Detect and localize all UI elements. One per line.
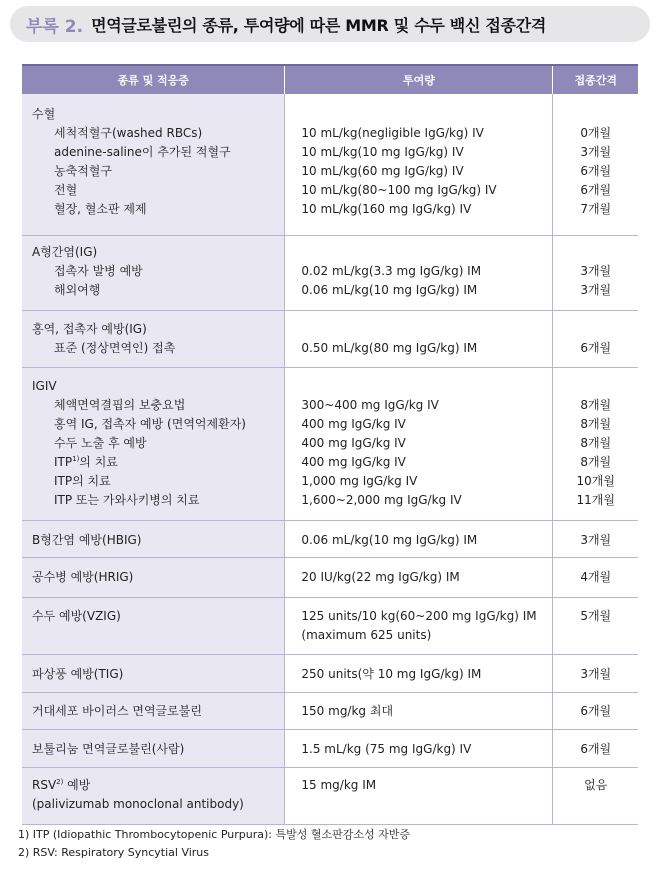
interval-cell (553, 654, 638, 692)
interval-cell (553, 692, 638, 729)
footnote-2: 2) RSV: Respiratory Syncytial Virus (18, 846, 210, 859)
sub-category: 수두 노출 후 예방 (54, 435, 147, 450)
table-row-hepatitis-a (22, 235, 638, 310)
appendix-title-bar (10, 6, 650, 42)
interval-cell (553, 557, 638, 597)
interval-value: 8개월 (580, 454, 612, 469)
table-header-row (22, 65, 638, 94)
dose-cell (285, 310, 553, 367)
table-row-cmv (22, 692, 638, 729)
sub-category (32, 453, 276, 472)
itp-label-suffix: 의 치료 (79, 454, 118, 469)
sub-category: 전혈 (54, 183, 78, 197)
dose-value: 0.06 mL/kg(10 mg IgG/kg) IM (301, 532, 478, 547)
dose-value: 0.06 mL/kg(10 mg IgG/kg) IM (301, 282, 478, 297)
dose-value: 1,600~2,000 mg IgG/kg IV (301, 492, 462, 507)
category-cell (22, 729, 285, 767)
rsv-label: RSV (32, 777, 57, 792)
category-label: 공수병 예방(HRIG) (32, 569, 134, 584)
dose-value: 250 units(약 10 mg IgG/kg) IM (301, 666, 482, 681)
category-cell (22, 310, 285, 367)
interval-value: 0개월 (580, 126, 612, 140)
table-row-rsv (22, 767, 638, 824)
interval-value: 없음 (584, 777, 608, 792)
appendix-number: 부록 2. (26, 16, 84, 37)
dose-value: 10 mL/kg(negligible IgG/kg) IV (301, 126, 484, 140)
column-header-category: 종류 및 적응증 (22, 65, 285, 94)
footnote-ref-1: 1) (72, 454, 80, 463)
category-label: 수두 예방(VZIG) (32, 608, 121, 623)
interval-value: 8개월 (580, 397, 612, 412)
footnote-1: 1) ITP (Idiopathic Thrombocytopenic Purpura): 특발성 혈소판감소성 자반증 (18, 828, 410, 841)
interval-value: 3개월 (580, 666, 612, 681)
interval-value: 5개월 (580, 608, 612, 623)
dose-value: 400 mg IgG/kg IV (301, 454, 406, 469)
dose-value: 400 mg IgG/kg IV (301, 435, 406, 450)
category-label: 보툴리눔 면역글로불린(사람) (32, 741, 185, 756)
category-cell (22, 767, 285, 824)
interval-value: 3개월 (580, 263, 612, 278)
interval-value: 6개월 (580, 164, 612, 178)
group-header: 홍역, 접촉자 예방(IG) (32, 321, 147, 336)
sub-category: 농축적혈구 (54, 164, 112, 178)
dose-value: 1.5 mL/kg (75 mg IgG/kg) IV (301, 741, 472, 756)
interval-value: 10개월 (576, 473, 615, 488)
interval-value: 7개월 (580, 202, 612, 216)
category-cell (22, 692, 285, 729)
sub-category: 체액면역결핍의 보충요법 (54, 397, 186, 412)
category-label: B형간염 예방(HBIG) (32, 532, 142, 547)
interval-value: 8개월 (580, 416, 612, 431)
dose-value: 10 mL/kg(10 mg IgG/kg) IV (301, 145, 464, 159)
dose-cell (285, 367, 553, 520)
table-row-botulinum (22, 729, 638, 767)
appendix-title: 면역글로불린의 종류, 투여량에 따른 MMR 및 수두 백신 접종간격 (91, 15, 547, 35)
dose-value: 150 mg/kg 최대 (301, 703, 394, 718)
dose-value: 20 IU/kg(22 mg IgG/kg) IM (301, 569, 460, 584)
table-row-measles (22, 310, 638, 367)
interval-value: 6개월 (580, 703, 612, 718)
interval-cell (553, 235, 638, 310)
category-label (32, 776, 276, 795)
interval-cell (553, 597, 638, 654)
category-cell (22, 557, 285, 597)
rsv-label-suffix: 예방 (63, 777, 91, 792)
interval-cell (553, 520, 638, 557)
dose-value: 400 mg IgG/kg IV (301, 416, 406, 431)
table-row-vzig (22, 597, 638, 654)
interval-value: 3개월 (580, 282, 612, 297)
dose-cell (285, 557, 553, 597)
sub-category: ITP의 치료 (54, 473, 111, 488)
interval-value: 6개월 (580, 183, 612, 197)
interval-value: 6개월 (580, 741, 612, 756)
column-header-dose: 투여량 (285, 65, 553, 94)
dose-value: 1,000 mg IgG/kg IV (301, 473, 418, 488)
category-cell (22, 520, 285, 557)
dose-cell (285, 654, 553, 692)
interval-value: 3개월 (580, 145, 612, 159)
category-cell (22, 94, 285, 235)
table-row-hbig (22, 520, 638, 557)
dose-cell (285, 235, 553, 310)
sub-category: adenine-saline이 추가된 적혈구 (54, 145, 231, 159)
dose-value-note: (maximum 625 units) (301, 627, 432, 642)
category-cell (22, 597, 285, 654)
interval-cell (553, 367, 638, 520)
dose-value: 0.50 mL/kg(80 mg IgG/kg) IM (301, 340, 478, 355)
interval-value: 3개월 (580, 532, 612, 547)
interval-cell (553, 767, 638, 824)
dose-value: 125 units/10 kg(60~200 mg IgG/kg) IM (301, 608, 537, 623)
sub-category: 접촉자 발병 예방 (54, 263, 143, 278)
dose-value: 10 mL/kg(160 mg IgG/kg) IV (301, 202, 472, 216)
interval-cell (553, 94, 638, 235)
sub-category: ITP 또는 가와사키병의 치료 (54, 492, 200, 507)
immunoglobulin-interval-table (22, 64, 638, 825)
table-row-igiv (22, 367, 638, 520)
group-header: A형간염(IG) (32, 244, 98, 259)
dose-cell (285, 729, 553, 767)
dose-value: 10 mL/kg(80~100 mg IgG/kg) IV (301, 183, 497, 197)
dose-value: 10 mL/kg(60 mg IgG/kg) IV (301, 164, 464, 178)
footnote-ref-2: 2) (56, 777, 64, 786)
category-cell (22, 654, 285, 692)
interval-value: 4개월 (580, 569, 612, 584)
category-label: 거대세포 바이러스 면역글로불린 (32, 703, 202, 718)
category-cell (22, 367, 285, 520)
dose-value: 0.02 mL/kg(3.3 mg IgG/kg) IM (301, 263, 482, 278)
interval-cell (553, 729, 638, 767)
interval-cell (553, 310, 638, 367)
column-header-interval: 접종간격 (553, 65, 638, 94)
group-header: 수혈 (32, 107, 56, 121)
category-label: 파상풍 예방(TIG) (32, 666, 124, 681)
dose-cell (285, 767, 553, 824)
dose-cell (285, 520, 553, 557)
interval-value: 6개월 (580, 340, 612, 355)
dose-value: 15 mg/kg IM (301, 777, 377, 792)
sub-category: 세척적혈구(washed RBCs) (54, 126, 203, 140)
sub-category: 홍역 IG, 접촉자 예방 (면역억제환자) (54, 416, 246, 431)
category-label-note: (palivizumab monoclonal antibody) (32, 796, 244, 811)
table-row-blood-transfusion (22, 94, 638, 235)
table-row-tig (22, 654, 638, 692)
sub-category: 혈장, 혈소판 제제 (54, 202, 147, 216)
itp-label: ITP (54, 454, 73, 469)
category-cell (22, 235, 285, 310)
table-row-hrig (22, 557, 638, 597)
sub-category: 해외여행 (54, 282, 101, 297)
interval-value: 8개월 (580, 435, 612, 450)
dose-cell (285, 94, 553, 235)
sub-category: 표준 (정상면역인) 접촉 (54, 340, 176, 355)
interval-value: 11개월 (576, 492, 615, 507)
dose-cell (285, 597, 553, 654)
dose-cell (285, 692, 553, 729)
group-header: IGIV (32, 378, 57, 393)
dose-value: 300~400 mg IgG/kg IV (301, 397, 439, 412)
